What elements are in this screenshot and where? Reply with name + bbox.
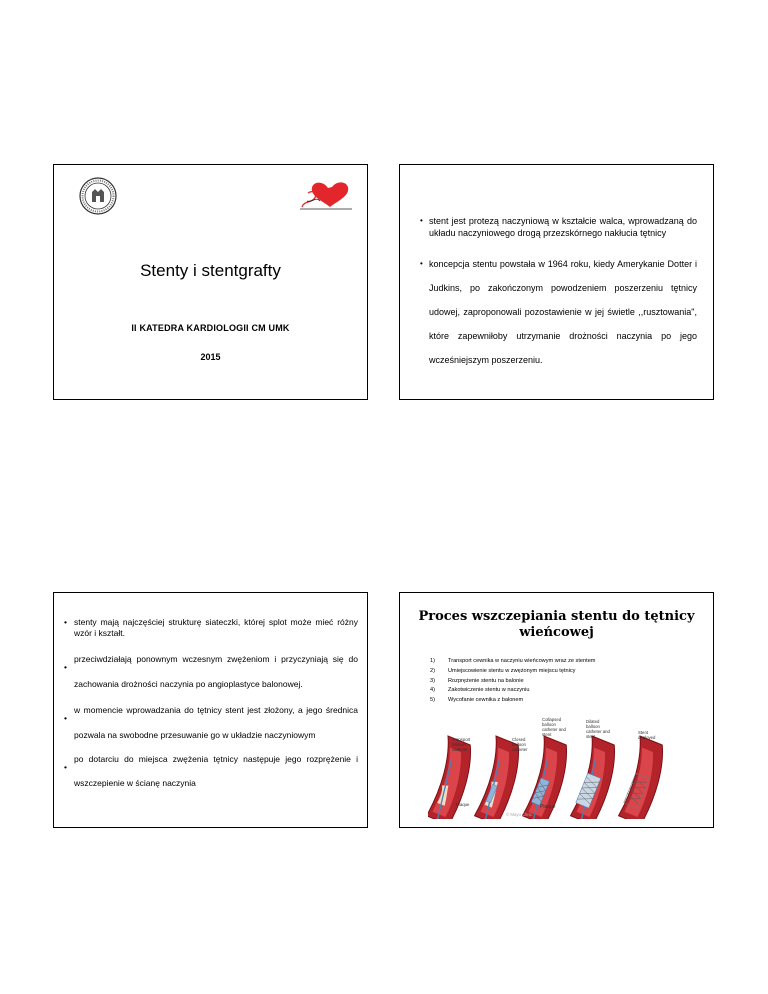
list-item: [64, 617, 358, 639]
label-plaque: Plaque: [540, 804, 556, 810]
label-dilated: Dilated balloon catheter and stent: [586, 719, 610, 739]
label-deployed: Stent deployed: [638, 730, 656, 740]
list-item: [64, 747, 358, 795]
list-item: [420, 252, 697, 372]
presentation-title: Stenty i stentgrafty: [140, 261, 281, 280]
slide-definition: [399, 164, 714, 400]
label-transport: Transport balloon catheter: [452, 737, 471, 752]
steps-list: [430, 657, 595, 706]
bullet-icon: •: [420, 259, 423, 268]
bullet-icon: •: [64, 617, 67, 627]
bullet-text: koncepcja stentu powstała w 1964 roku, kiedy Amerykanie Dotter i Judkins, po zakończonym powodzeniem poszerzeniu tętnicy udowej, zaproponowali pozostawienie w jej świetle ,,rusztowania", które zapewniłoby utrzymanie drożności naczynia po jego wcześniejszym poszerzeniu.: [429, 259, 697, 365]
slide-title: [53, 164, 368, 400]
heart-logo-icon: [298, 179, 354, 211]
university-seal-icon: [78, 176, 118, 216]
list-item: 2) Umiejscowienie stentu w zwężonym miejscu tętnicy: [430, 667, 576, 674]
slide-title-text: Proces wszczepiania stentu do tętnicy wieńcowej: [418, 609, 695, 640]
bullet-icon: •: [64, 662, 67, 672]
list-item: 3) Rozprężenie stentu na balonie: [430, 677, 524, 684]
bullet-icon: •: [64, 762, 67, 772]
list-item: [64, 647, 358, 697]
list-item: [64, 698, 358, 748]
bullet-text: stent jest protezą naczyniową w kształcie walca, wprowadzaną do układu naczyniowego drogą przezskórnego nakłucia tętnicy: [429, 216, 697, 238]
list-item: 1) Transport cewnika w naczyniu wieńcowym wraz ze stentem: [430, 658, 596, 664]
bullet-text: w momencie wprowadzania do tętnicy stent jest złożony, a jego średnica pozwala na swobodne przesuwanie go w układzie naczyniowym: [74, 705, 358, 740]
stent-procedure-illustration: [428, 716, 690, 819]
label-plaque: Plaque: [456, 802, 470, 807]
list-item: 4) Zakotwiczenie stentu w naczyniu: [430, 687, 530, 694]
bullet-icon: •: [64, 713, 67, 723]
list-item: 5) Wycofanie cewnika z balonem: [430, 697, 524, 704]
bullet-text: po dotarciu do miejsca zwężenia tętnicy następuje jego rozprężenie i wszczepienie w ścianę naczynia: [74, 754, 358, 788]
label-closed: Closed balloon catheter: [512, 737, 528, 752]
label-collapsed: Collapsed balloon catheter and stent: [542, 717, 566, 737]
slide-properties: [53, 592, 368, 828]
slide-procedure: [399, 592, 714, 828]
bullet-icon: •: [420, 216, 423, 225]
department-name: II KATEDRA KARDIOLOGII CM UMK: [131, 323, 290, 333]
bullet-text: przeciwdziałają ponownym wczesnym zwężeniom i przyczyniają się do zachowania drożności naczynia po angioplastyce balonowej.: [74, 654, 358, 689]
presentation-year: 2015: [200, 352, 221, 362]
image-credit: © Mayo Clinic: [506, 812, 533, 817]
list-item: [420, 215, 697, 239]
bullet-text: stenty mają najczęściej strukturę siateczki, której splot może mieć różny wzór i kształt.: [74, 617, 358, 638]
